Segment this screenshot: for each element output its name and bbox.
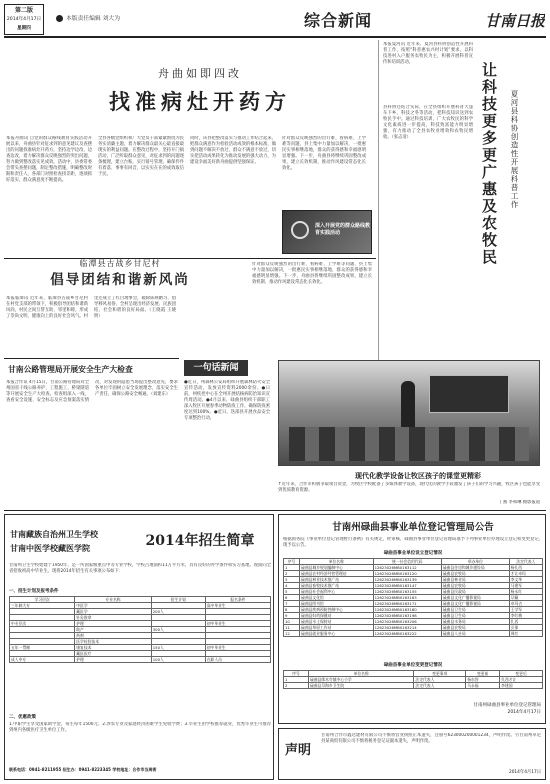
statement-label: 声明 xyxy=(285,743,312,758)
table-cell: 12623026MB0163155 xyxy=(373,589,441,595)
gov-table2 xyxy=(283,670,543,689)
blackboard xyxy=(429,375,509,413)
table-cell: 扎西 xyxy=(509,619,542,625)
lead-photo-caption: 深入开展党的群众路线教育实践活动 xyxy=(315,223,371,236)
table-header-cell: 法定代表人 xyxy=(509,559,542,565)
gov-table1 xyxy=(283,558,543,637)
table-cell: 1 xyxy=(284,565,300,571)
gov-ad-title: 甘南州碌曲县事业单位登记管理局公告 xyxy=(332,522,494,533)
table-cell: 12623026MB0163198 xyxy=(373,613,441,619)
table-cell: 200人 xyxy=(151,609,205,615)
editor-icon xyxy=(56,15,63,22)
school-table xyxy=(9,596,271,663)
school-name-2: 甘南中医学校藏医学院 xyxy=(10,543,90,553)
table-header-cell: 变更后 xyxy=(500,671,543,677)
table-row xyxy=(284,631,543,637)
masthead-rule xyxy=(4,36,546,38)
table-cell: 300人 xyxy=(151,627,205,633)
highway-rule xyxy=(4,358,179,359)
gov-ad xyxy=(278,514,546,724)
table-cell: 150人 xyxy=(151,645,205,651)
table-cell: 碌曲县郎木寺镇中心小学 xyxy=(308,677,413,683)
issue-weekday: 星期四 xyxy=(17,26,31,31)
table-cell: 碌曲县社会福利中心 xyxy=(300,589,374,595)
table-cell: 针灸推拿 xyxy=(75,615,152,621)
table-cell: 初中毕业生 xyxy=(205,645,270,651)
table-cell: 医学检验技术 xyxy=(75,639,152,645)
classroom-photo xyxy=(278,360,540,466)
school-ad xyxy=(4,514,274,780)
table-header-cell: 举办单位 xyxy=(441,559,509,565)
table-header-cell: 变更事项 xyxy=(414,671,466,677)
table-cell: 8 xyxy=(284,607,300,613)
table-cell: 在职人员 xyxy=(205,657,270,663)
school-contact: 联系电话：0941-8211955 招生办：0941-8223345 学校地址：合作市当周街 xyxy=(9,767,157,772)
lead-col3: 同时，该县把整改落实与推动工作结合起来，把群众满意作为检验活动成效的根本标准，做到问题不解决不放过、群众不满意不放过，切实把活动成果转化为推动发展的强大动力，为建设幸福美好新舟曲提供坚强保证。 xyxy=(190,136,276,165)
table-cell: 9 xyxy=(284,613,300,619)
table-cell: 中专层次 xyxy=(10,621,75,627)
table-header-cell: 序号 xyxy=(284,671,309,677)
table-cell: 三年制大专 xyxy=(10,603,75,609)
table-cell: 五年一贯制 xyxy=(10,645,75,651)
table-cell: 1 xyxy=(284,677,309,683)
table-cell: 12623026MB0163163 xyxy=(373,595,441,601)
table-cell: 碌曲县文化馆 xyxy=(300,595,374,601)
mid-kicker: 临潭县古战乡甘尼村 xyxy=(79,259,161,268)
table-row xyxy=(10,657,271,663)
table-cell: 12 xyxy=(284,631,300,637)
table-cell: 碌曲县民政局 xyxy=(441,589,509,595)
gov-table2-wrap xyxy=(283,670,543,694)
lead-col1: 本报舟曲讯 自党的群众路线教育实践活动开展以来，舟曲县针对征求到的意见建议及查摆出的问题找准病灶开药方，坚持边学边改、边查边改，着力解决群众反映强烈的突出问题，努力做到整改落实见成效。活动中，县委常委会带头查摆问题，制定整改措施，明确整改时限和责任人，各部门对照检查找差距，逐项抓好落实，群众满意度不断提高。 xyxy=(6,136,92,183)
table-cell: 杨永红 xyxy=(509,589,542,595)
lead-col4: 针对群众反映强烈的出行难、看病难、上学难等问题，县上集中力量加以解决，一批惠民实事相继落地，群众的获得感和幸福感明显增强。下一步，舟曲县将继续巩固整改成果，建立长效机制，推动作风建设常态化长效化。 xyxy=(282,136,366,171)
table-header-cell: 专业名称 xyxy=(75,597,152,603)
table-cell: 李文华 xyxy=(509,577,542,583)
table-cell: 碌曲县住房和城乡建设局 xyxy=(441,565,509,571)
oneliner-body: ●近日，州森林公安局组织开展森林防火安全宣传活动，发放宣传资料2000余份。●日前，州疾控中心在全州开展结核病防治知识宣传周活动。●4月以来，碌曲县组织干部职工深入牧区开展春季动物防疫工作，确保防疫密度达到100%。●近日，迭部县开展食品安全专项整治行动。 xyxy=(184,380,270,421)
table-cell: 12623026MB0163214 xyxy=(373,625,441,631)
table-cell: 康复技术 xyxy=(75,645,152,651)
table-cell: 初中毕业生 xyxy=(205,621,270,627)
table-cell: 碌曲县水务局 xyxy=(441,619,509,625)
mid-right-text: 针对群众反映强烈的出行难、看病难、上学难等问题，县上集中力量加以解决，一批惠民实事相继落地，群众的获得感和幸福感明显增强。下一步，舟曲县将继续巩固整改成果，建立长效机制，推动作风建设常态化长效化。 xyxy=(252,262,372,285)
photo-news-title: 现代化教学设备让牧区孩子的课堂更精彩 xyxy=(355,471,481,480)
table-cell: 马建军 xyxy=(509,583,542,589)
table-row xyxy=(284,683,543,689)
table-cell: 李建国 xyxy=(500,683,543,689)
table-cell: 碌曲县林业局 xyxy=(441,577,509,583)
table-cell: 碌曲县尕海乡卫生院 xyxy=(308,683,413,689)
table-cell: 马永福 xyxy=(466,683,500,689)
masthead-badge xyxy=(4,4,44,35)
school-notes-title: 二、优惠政策 xyxy=(9,715,36,720)
lead-kicker: 舟曲如即四改 xyxy=(158,67,242,80)
table-cell: 12623026MB0163139 xyxy=(373,577,441,583)
table-cell: 法定代表人 xyxy=(414,677,466,683)
table-cell: 杨东智 xyxy=(466,677,500,683)
mid-title: 倡导团结和谐新风尚 xyxy=(50,272,190,288)
table-header-cell: 序号 xyxy=(284,559,300,565)
highway-body: 本报合作讯 4月15日，甘南公路管理局对全州国省干线公路养护、工程施工、桥梁隧道等开展安全生产大检查。检查组深入一线，查看安全设施、安全标志及应急预案落实情况，对发现的隐患当场提出整改意见，要求各单位牢固树立安全发展理念，落实安全生产责任，确保公路安全畅通。（刘建东） xyxy=(6,380,178,403)
table-cell: 碌曲县农牧局 xyxy=(441,583,509,589)
table-cell: 碌曲县农牧局 xyxy=(441,625,509,631)
gov-table1-wrap xyxy=(283,558,543,658)
table-cell: 12623026MB0163222 xyxy=(373,631,441,637)
right-col-divider xyxy=(378,40,379,370)
table-cell: 碌曲县农牧局 xyxy=(441,571,509,577)
school-ad-headline: 2014年招生简章 xyxy=(145,533,255,549)
mid-body: 本报临潭讯 近年来，临潭县古战乡甘尼村在村党支部的带领下，积极倡导团结和谐新风尚，村民之间互帮互助、邻里和睦，形成了崇尚文明、健康向上的良好社会风气。村里还成立了红白理事会，破除陈规陋习，倡导移风易俗，全村呈现出经济发展、民族团结、社会和谐的良好局面。（王晓霞 王晓明） xyxy=(6,296,176,319)
lead-photo xyxy=(282,210,372,254)
section-title: 综合新闻 xyxy=(304,11,373,30)
table-header-cell: 报名条件 xyxy=(205,597,270,603)
table-cell: 藏医医疗 xyxy=(75,651,152,657)
school-table-wrap xyxy=(9,596,271,712)
table-cell: 2 xyxy=(284,571,300,577)
table-cell: 11 xyxy=(284,625,300,631)
table-cell: 高中毕业生 xyxy=(205,603,270,609)
oneliner-title-box xyxy=(184,360,248,376)
table-cell: 碌曲县水土保持站 xyxy=(300,619,374,625)
table-cell: 护理 xyxy=(75,657,152,663)
table-cell: 成人中专 xyxy=(10,657,75,663)
right-subtitle xyxy=(507,90,519,260)
table-cell: 碌曲县林业技术推广站 xyxy=(300,577,374,583)
statement-body: 甘南州合作市鑫达建材有限公司不慎将营业执照正本遗失，注册号623000200001234，声明作废。另甘南州卓尼县某商贸有限公司不慎将税务登记证副本遗失，声明作废。 xyxy=(321,733,541,744)
table-cell: 碌曲县卫生局 xyxy=(441,613,509,619)
ads-rule xyxy=(4,510,546,511)
teacher-figure xyxy=(401,381,415,431)
table-cell: 5 xyxy=(284,589,300,595)
table-cell: 2 xyxy=(284,683,309,689)
photo-news-byline: 丁燕 李和琳 摄影报道 xyxy=(498,500,540,505)
table-cell: 才让卓玛 xyxy=(509,571,542,577)
table-cell: 12623026MB0163180 xyxy=(373,607,441,613)
issue-date: 2014年4月17日 xyxy=(6,17,42,22)
gov-footer-org: 甘南州碌曲县事业单位登记管理局 xyxy=(473,703,541,708)
table-cell: 周红 xyxy=(509,631,542,637)
edition-label: 第二版 xyxy=(14,7,33,14)
table-cell: 6 xyxy=(284,595,300,601)
table-header-cell: 统一社会信用代码 xyxy=(373,559,441,565)
table-cell: 王学军 xyxy=(509,607,542,613)
table-cell: 碌曲县文化广播影视局 xyxy=(441,595,509,601)
table-header-cell: 变更前 xyxy=(466,671,500,677)
table-cell: 卓玛吉 xyxy=(509,601,542,607)
right-title xyxy=(478,62,498,272)
table-header-cell: 学习层次 xyxy=(10,597,75,603)
table-cell: 10 xyxy=(284,619,300,625)
table-cell: 碌曲县疾病预防控制中心 xyxy=(300,607,374,613)
highway-title: 甘南公路管理局开展安全生产大检查 xyxy=(8,365,133,374)
table-cell: 碌曲县农村经济经营管理站 xyxy=(300,571,374,577)
table-header-cell: 单位名称 xyxy=(300,559,374,565)
right-title-text: 让科技更多更广惠及农牧民 xyxy=(480,62,498,266)
table-cell: 碌曲县畜牧技术推广站 xyxy=(300,583,374,589)
table-cell: 碌曲县城乡规划编制中心 xyxy=(300,565,374,571)
statement-box xyxy=(278,728,546,780)
table-cell: 12623026MB0163120 xyxy=(373,571,441,577)
gov-ad-intro: 根据国务院《事业单位登记管理暂行条例》有关规定，经审核，碌曲县事业单位登记管理局准予下列事业单位办理设立登记和变更登记，现予以公告。 xyxy=(283,537,543,548)
table-cell: 助产 xyxy=(75,627,152,633)
table-cell: 贡保 xyxy=(509,625,542,631)
table-cell: 杨扎西 xyxy=(509,565,542,571)
photo-news-caption: ↑近年来，合作市积极争取项目资金，为牧区学校配备了多媒体教学设备，现代化的教学手段激发了孩子们的学习兴趣，牧区孩子也能享受到优质教育资源。 xyxy=(278,482,540,493)
party-emblem-icon xyxy=(291,221,309,239)
table-cell: 12623026MB0163171 xyxy=(373,601,441,607)
statement-footer: 2014年4月17日 xyxy=(508,770,541,775)
school-ad-intro: 甘南州卫生学校始建于1950年，是一所国家级重点中等专业学校，学校占地面积11万平方米，具有良好的办学条件和实习基地，现面向全省招收初高中毕业生。现将2014年招生有关事项公布如下： xyxy=(9,563,271,574)
table-cell: 尕藏 xyxy=(509,595,542,601)
oneliner-title: 一句话新闻 xyxy=(193,363,239,373)
table-cell: 12623026MB0163147 xyxy=(373,583,441,589)
table-cell: 中医学 xyxy=(75,603,152,609)
table-cell: 7 xyxy=(284,601,300,607)
gov-table1-title: 碌曲县事业单位设立登记情况 xyxy=(383,551,443,556)
table-cell: 护理 xyxy=(75,621,152,627)
table-cell: 碌曲县卫生局 xyxy=(441,607,509,613)
school-name-1: 甘南藏族自治州卫生学校 xyxy=(10,529,98,539)
table-cell: 药剂 xyxy=(75,633,152,639)
masthead-editor: 本版责任编辑 刘大为 xyxy=(56,15,186,25)
table-cell: 碌曲县文化广播影视局 xyxy=(441,601,509,607)
table-cell: 12623026MB0163112 xyxy=(373,565,441,571)
lead-col2: 全县各级党组织和广大党员干部紧紧围绕为民务实清廉主题，着力解决群众最关心最直接最现实的利益问题。在整改过程中，坚持开门搞活动，广泛听取群众意见，对征求到的问题逐条梳理，建立台账，实行销号管理，确保件件有着落、事事有回音，以实实在在的成效取信于民。 xyxy=(98,136,184,177)
table-cell: 碌曲县就业服务中心 xyxy=(300,631,374,637)
table-cell: 藏医学 xyxy=(75,609,152,615)
table-header-cell: 招生计划 xyxy=(151,597,205,603)
table-cell: 4 xyxy=(284,583,300,589)
school-table-title: 一、招生计划及报考条件 xyxy=(9,589,59,594)
gov-table2-title: 碌曲县事业单位变更登记情况 xyxy=(383,663,443,668)
table-header-cell: 单位名称 xyxy=(308,671,413,677)
students-row xyxy=(289,427,529,461)
table-cell: 法定代表人 xyxy=(414,683,466,689)
table-cell: 3 xyxy=(284,577,300,583)
table-cell: 李红梅 xyxy=(509,613,542,619)
right-body-top: 本报夏河讯 近年来，夏河县科协创造性开展科普工作，按照“科普惠农兴村计划”要求，以科技进村入户服务农牧民为主，积极开展科普宣传和培训活动。 xyxy=(383,42,473,65)
table-cell: 碌曲县草原工作站 xyxy=(300,625,374,631)
right-subtitle-text: 夏河县科协创造性开展科普工作 xyxy=(510,90,519,209)
lead-title: 找准病灶开药方 xyxy=(109,89,291,114)
right-body-bottom: 县科协还结合实际，在全县组织开展科普大篷车下乡、科技之冬等活动，把科技知识送到农牧民手中。通过科技培训，广大农牧民的科学文化素质进一步提高，科技致富能力明显增强，有力推动了全县农牧业增效和农牧民增收。（张志清） xyxy=(383,105,473,140)
paper-name: 甘南日报 xyxy=(484,12,545,30)
table-cell: 碌曲县图书馆 xyxy=(300,601,374,607)
gov-footer-date: 2014年4月17日 xyxy=(507,710,541,715)
table-cell: 12623026MB0163206 xyxy=(373,619,441,625)
table-cell: 碌曲县人社局 xyxy=(441,631,509,637)
table-cell: 100人 xyxy=(151,657,205,663)
table-cell: 碌曲县妇幼保健站 xyxy=(300,613,374,619)
school-notes: 1.中职学生享受国家助学金，每生每年1500元；2.涉农专业及家庭经济困难学生免收学费；3.毕业生由学校推荐就业，优秀毕业生可推荐到州内各级医疗卫生单位工作。 xyxy=(9,722,271,733)
table-cell: 扎西才让 xyxy=(500,677,543,683)
